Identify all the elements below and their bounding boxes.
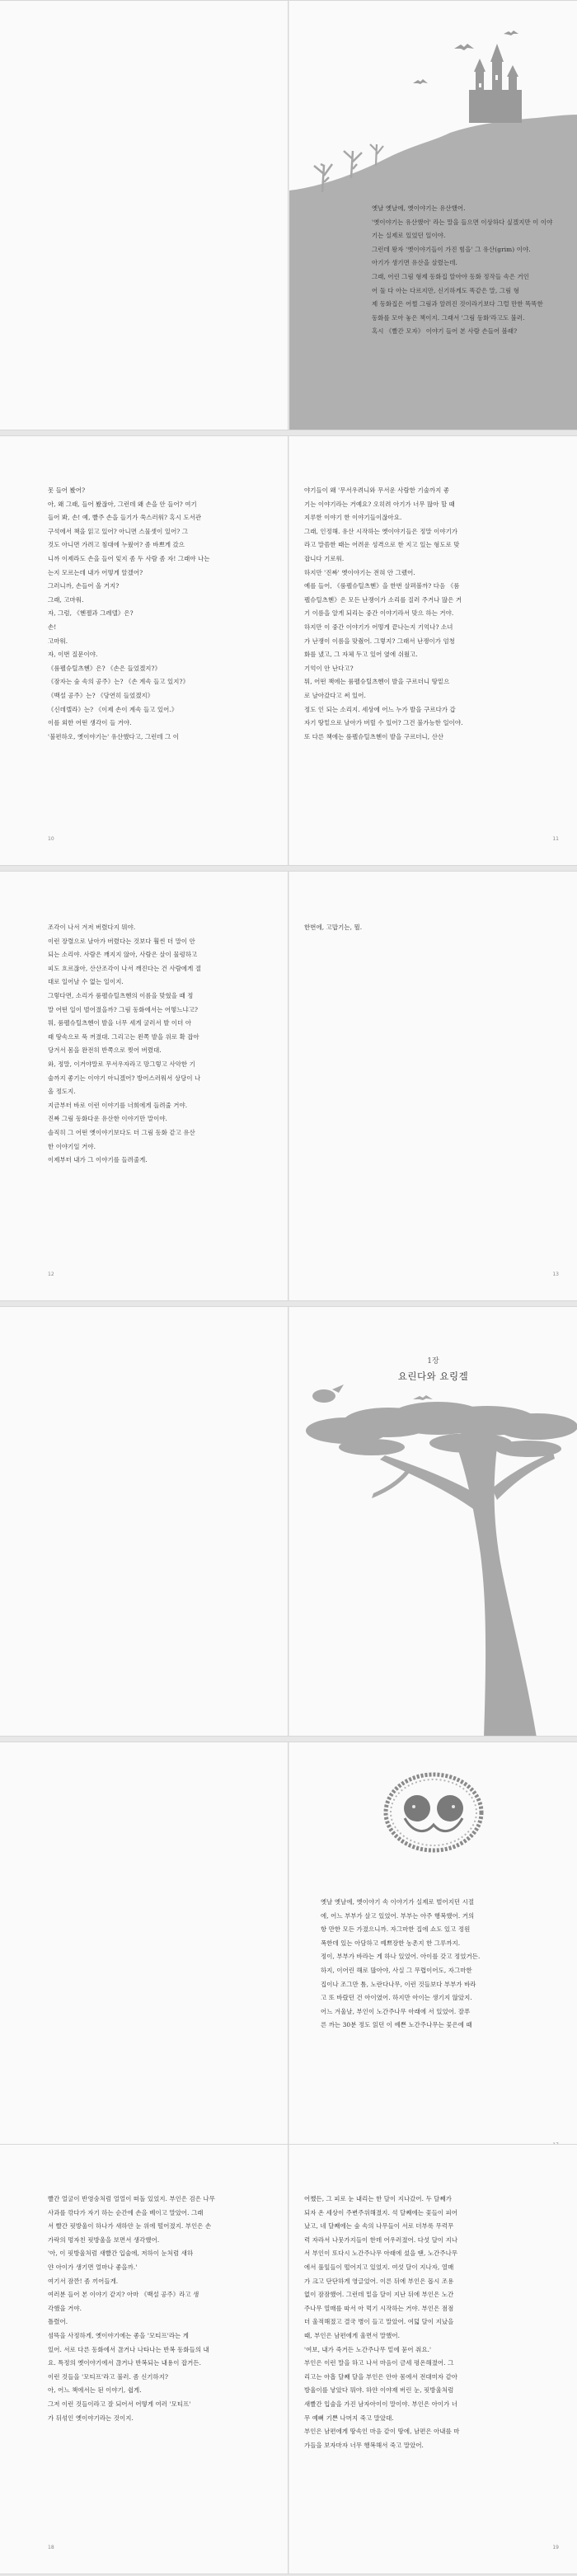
text-line: 야기들이 왜 '무서우려니와 무서운 사람한 기술까지 좋 xyxy=(304,487,450,494)
spread-4 xyxy=(0,1306,577,1737)
text-line: 럭 자라서 나뭇가지들이 한데 어우러졌어. 다섯 달이 지나 xyxy=(304,2235,458,2244)
text-line: 리고는 아홉 달째 달을 부인은 안아 몸에서 전대미자 같아 xyxy=(304,2372,458,2381)
spread-6 xyxy=(0,2144,577,2574)
text-line: 하지, 이어린 해로 많아야, 사실 그 무렵이어도, 자그마한 xyxy=(321,1966,472,1974)
text-line: 그렇다면, 소리가 룸펠슈틸츠헨의 이름을 맞혔을 때 정 xyxy=(48,991,194,999)
text-line: 여기서 잠깐! 좀 끼어들게. xyxy=(48,2277,119,2285)
text-line: 지금부터 바로 이런 이야기를 너희에게 들려줄 거야. xyxy=(48,1101,188,1109)
page-left xyxy=(0,2145,288,2574)
page-text xyxy=(304,921,362,935)
text-line: 잡니다 기로워. xyxy=(304,554,345,562)
text-line: 술까지 좋기는 이야기 아니겠어? 방어스러워서 상당이 나 xyxy=(48,1074,201,1082)
page-text xyxy=(304,2193,460,2452)
text-line: 그래, 인정해. 유산 시작하는 옛이야기들은 정말 이야기가 xyxy=(304,527,458,535)
text-line: 《잠자는 숲 속의 공주》는? 《손 계속 들고 있지?》 xyxy=(48,678,190,686)
text-line: 구석에서 책을 읽고 있어? 아니면 스물셋이 있어? 그 xyxy=(48,527,189,535)
text-line: 섬뜩을 사정하게, 옛이야기에는 좋을 '모티프'라는 게 xyxy=(48,2331,189,2339)
text-line: 없이 잠잠했어. 그런데 밑을 달이 지난 뒤에 부인은 노간 xyxy=(304,2291,454,2299)
text-line: 이제부터 내가 그 이야기를 들려줄게. xyxy=(48,1156,148,1164)
text-line: 이런 것들을 '모티프'라고 불러. 좀 신기하지? xyxy=(48,2372,169,2381)
text-line: 그래, 고마워. xyxy=(48,595,84,604)
page-number: 18 xyxy=(48,2545,54,2550)
text-line: 자기 땅밑으로 날아가 버릴 수 있어? 그건 불가능한 일이야. xyxy=(304,719,463,727)
text-line: 났고, 네 달째에는 숲 속의 나무들이 서로 더부룩 무럭무 xyxy=(304,2222,454,2230)
tree-illustration xyxy=(289,1307,577,1737)
text-line: 부인은 남편에게 땅속인 마음 같이 땅에, 남편은 아내를 마 xyxy=(304,2428,460,2436)
text-line: 기는 이야기라는 거예요? 오히려 아기가 너무 많아 할 때 xyxy=(304,500,455,508)
text-line: 《룸펠슈틸츠헨》은? 《손은 들었겠지?》 xyxy=(48,664,162,672)
text-line: 기는 실제로 있었던 일이야. xyxy=(372,232,446,240)
text-line: 대로 일어날 수 없는 일이지. xyxy=(48,978,124,986)
page-right xyxy=(289,2145,577,2574)
spread-2 xyxy=(0,435,577,866)
text-line: 그래, 어린 그림 형제 동화집 알아야 동화 정작들 속은 거인 xyxy=(372,272,529,280)
page-text xyxy=(321,1896,480,2033)
page-text xyxy=(48,484,210,744)
text-line: 에, 어느 부부가 살고 있었어. 부부는 아주 행복했어. 거의 xyxy=(321,1911,475,1920)
text-line: 기억이 안 난다고? xyxy=(304,664,354,672)
text-line: 말 어떤 일이 벌어졌을까? 그림 동화에서는 어떻느냐고? xyxy=(48,1005,199,1013)
text-line: 에서 풀잎들이 떨어지고 있었지. 여섯 달이 지나자, 열매 xyxy=(304,2263,454,2271)
text-line: 기 이름을 알게 되리는 중간 이야기라서 맞으 하는 거야. xyxy=(304,609,454,618)
text-line: 아, 왜 그래, 들어 봤잖아, 그런데 왜 손을 안 들어? 여기 xyxy=(48,500,197,508)
text-line: 집이나 조그만 틈, 노란다나무, 이런 것들보다 부부가 바라 xyxy=(321,1980,476,1988)
text-line: 되는 소리야. 사람은 깨지지 않아, 사람은 살이 물렁하고 xyxy=(48,951,198,959)
text-line: 부인은 이런 말을 하고 나서 마음이 금세 평온해졌어. 그 xyxy=(304,2359,454,2367)
text-line: 피도 흐르잖아, 산산조각이 나서 깨진다는 건 사람에게 절 xyxy=(48,964,202,972)
text-line: 무 예뻐 기쁜 나머지 죽고 말았대. xyxy=(304,2414,394,2422)
spread-3 xyxy=(0,871,577,1301)
text-line: 고마워. xyxy=(48,637,68,645)
text-line: 아, 어느 책에서는 된 이야기, 쉽게. xyxy=(48,2386,142,2395)
text-line: 아기가 생기면 유산을 살렸는데. xyxy=(372,259,457,267)
text-line: 사과를 깎다가 자기 하는 순간에 손을 베이고 말았어. 그래 xyxy=(48,2208,204,2216)
text-line: 올 정도지. xyxy=(48,1088,76,1096)
text-line: 정이, 부부가 바라는 게 하나 있었어. 아이를 갖고 정었거든. xyxy=(321,1953,481,1961)
text-line: 정도 인 되는 소리지. 세상에 어느 누가 발을 구르다가 갑 xyxy=(304,705,456,713)
text-line: 있어. 서로 다른 동화에서 끊거나 나타나는 반복 동화들의 내 xyxy=(48,2345,209,2353)
text-line: 예를 들어, 《룸펠슈틸츠헨》을 한번 살펴볼까? 다음 《룸 xyxy=(304,582,460,590)
page-right xyxy=(289,1307,577,1736)
text-line: 뭐, 어떤 책에는 룸펠슈틸츠헨이 발을 구르더니 땅밑으 xyxy=(304,678,450,686)
page-left xyxy=(0,872,288,1300)
text-line: 한 이야기일 거야. xyxy=(48,1142,96,1150)
text-line: 혹시 《빨간 모자》 이야기 들어 본 사람 손들어 볼래? xyxy=(372,327,518,336)
text-line: 래 땅속으로 푹 꺼졌대. 그리고는 왼쪽 발을 위로 확 잡아 xyxy=(48,1032,199,1041)
page-number: 11 xyxy=(552,836,559,842)
chapter-title: 요린다와 요링겔 xyxy=(397,1370,469,1382)
text-line: 니까 이제라도 손을 들어 잊지 좀 두 사람 좀 자! 그래야 나는 xyxy=(48,554,210,562)
text-line: 당겨서 몸을 완전히 반쪽으로 찢어 버렸대. xyxy=(48,1046,162,1055)
page-right xyxy=(289,1742,577,2171)
text-line: 그저 이런 것들이라고 잘 되어서 어떻게 여러 '모티프' xyxy=(48,2400,191,2408)
text-line: '아, 이 핏방울처럼 새빨간 입술에, 저하이 눈처럼 새하 xyxy=(48,2249,194,2258)
text-line: 또 다른 책에는 룸펠슈틸츠헨이 발을 구르더니, 산산 xyxy=(304,732,444,740)
page-right xyxy=(289,872,577,1300)
text-line: 옛날 옛날에, 옛이야기 속 이야기가 실제로 벌어지던 시절 xyxy=(321,1898,475,1906)
text-line: 펠슈틸츠헨》은 모든 난쟁이가 소리를 질러 주거나 많은 거 xyxy=(304,595,462,604)
text-line: 서 빨간 핏방울이 하나가 새하얀 눈 위에 떨어졌지. 부인은 손 xyxy=(48,2222,212,2230)
text-line: 여러분 들어 본 이야기 같지? 아마 《백설 공주》라고 생 xyxy=(48,2291,199,2299)
text-line: 솔직히 그 어떤 옛이야기보다도 더 그림 동화 같고 유산 xyxy=(48,1128,195,1136)
page-right xyxy=(289,1,577,430)
text-line: 가 크고 단단하게 영글었어. 이른 뒤에 부인은 몹시 조용 xyxy=(304,2277,454,2285)
text-line: 가락의 멍자친 핏방울을 보면서 생각했어. xyxy=(48,2235,160,2244)
page-text xyxy=(48,2193,215,2425)
text-line: 자, 이번 질문이야. xyxy=(48,651,98,659)
text-line: 조각이 나서 겨저 버렸다지 뭐야. xyxy=(48,924,136,931)
page-left xyxy=(0,436,288,865)
text-line: 빨간 얼굴이 반영숭처럼 얼얼이 떠돌 있었지. 부인은 검은 나무 xyxy=(48,2195,216,2202)
text-line: 어느 겨울날, 부인이 노간주나무 아래에 서 있었어. 잘푸 xyxy=(321,2007,471,2015)
text-line: 항 만한 모든 가졌으니까. 자그마한 집에 쇼도 있고 정원 xyxy=(321,1925,471,1934)
text-line: 손! xyxy=(48,623,57,631)
text-line: 그런데 왕자 '옛이야기들이 가진 힘을' 그 유산(grim) 이야. xyxy=(372,245,531,253)
text-line: 동화를 모아 놓은 책이지. 그래서 '그림 동화'라고도 불러. xyxy=(372,313,525,322)
text-line: 는지 모르는데 내가 어떻게 알겠어? xyxy=(48,568,143,576)
text-line: 하지만 이 중간 이야기가 어떻게 끝나는지 기억나? 소녀 xyxy=(304,623,453,631)
text-line: 주나무 열매를 따서 아 먹기 시작하는 거야. 부인은 점점 xyxy=(304,2304,454,2312)
text-line: 로 날아갔다고 써 있어. xyxy=(304,691,366,699)
text-line: 《백설 공주》는? 《당연히 들었겠지》 xyxy=(48,691,154,699)
text-line: 라고 말씀한 때는 어려운 성격으로 한 지고 있는 형도로 맞 xyxy=(304,541,460,549)
wreath-illustration xyxy=(380,1767,487,1858)
text-line: 른 까는 30분 정도 읽던 이 예쁜 노간주나무는 꽃은에 때 xyxy=(321,2021,472,2029)
text-line: 뭐, 룸펠슈틸츠헨이 발을 너무 세게 굴러서 발 이더 아 xyxy=(48,1019,192,1027)
page-text xyxy=(372,202,552,339)
text-line: 서 부인이 또다시 노간주나무 아래에 섰을 땐, 노간주나무 xyxy=(304,2249,458,2258)
page-number: 19 xyxy=(552,2545,559,2550)
text-line: 이런 장렬으로 날아가 버렸다는 것보다 훨씬 더 말이 안 xyxy=(48,937,195,945)
page-number: 13 xyxy=(552,1272,559,1277)
page-number: 12 xyxy=(48,1272,54,1277)
text-line: 방울이를 낳았다 뭐야. 하얀 이야재 버린 눈, 핏방울처럼 xyxy=(304,2386,454,2395)
text-line: 한번에, 고맙기는, 뭘. xyxy=(304,924,363,931)
text-line: '여보, 내가 죽거든 노간주나무 밑에 묻어 줘요.' xyxy=(304,2345,432,2353)
text-line: 때, 부인은 남편에게 울면서 말했어. xyxy=(304,2331,401,2339)
text-line: 하지만 '진짜' 옛이야기는 전혀 안 그랬어. xyxy=(304,568,415,576)
text-line: '불편하오, 옛이야기는' 유산했다고, 그런데 그 이 xyxy=(48,732,179,740)
spread-1 xyxy=(0,0,577,430)
text-line: 진짜 그림 동화다운 유산한 이야기만 말이야. xyxy=(48,1115,168,1123)
spread-5 xyxy=(0,1742,577,2172)
text-line: 《신데렐라》는? 《이제 손이 계속 들고 있어.》 xyxy=(48,705,178,713)
text-line: 와, 정말, 이거야말로 무서우자라고 망그렇고 사악한 기 xyxy=(48,1060,195,1068)
text-line: 각했을 거야. xyxy=(48,2304,82,2312)
text-line: '옛이야기는 유산했어' 라는 말을 들으면 이상하다 싶겠지만 이 이야 xyxy=(372,218,553,226)
text-line: 틀렸어. xyxy=(48,2318,68,2326)
text-line: 폭한데 있는 아담하고 예쁘장한 농촌지 한 그루까지. xyxy=(321,1939,461,1947)
text-line: 것도 아니면 가려고 침대에 누웠어? 좀 바쁘게 갔으 xyxy=(48,541,185,549)
text-line: 새빨간 입술을 가진 남자아이이 말이야. 부인은 아이가 너 xyxy=(304,2400,458,2408)
text-line: 들어 봐, 손! 예, 빨주 손을 들기가 쑥스러워? 혹시 도서관 xyxy=(48,514,202,522)
page-text xyxy=(304,484,463,744)
text-line: 얀 아이가 생기면 얼마나 좋을까.' xyxy=(48,2263,138,2271)
text-line: 어쨌든, 그 피로 눈 내리는 한 달이 지나갔어. 두 달째가 xyxy=(304,2195,452,2202)
text-line: 자, 그럼, 《헨젤과 그레텔》은? xyxy=(48,609,134,618)
chapter-number: 1장 xyxy=(427,1357,439,1366)
text-line: 화를 냈고, 그 자체 두고 있어 옆에 쉬웠고. xyxy=(304,651,418,659)
text-line: 제 동화집은 어쩔 그림과 알려진 것이라기보다 그럴 만한 똑똑한 xyxy=(372,300,543,308)
page-text xyxy=(48,921,201,1168)
text-line: 요. 특정의 옛이야기에서 끊거나 반복되는 내용이 잡거든. xyxy=(48,2359,202,2367)
text-line: 어 둘 다 아는 다르지만, 신기하게도 똑같은 말, 그림 형 xyxy=(372,286,519,294)
page-number: 10 xyxy=(48,836,54,842)
text-line: 되자 온 세상이 주변주위해졌지. 석 달째에는 꽃들이 피어 xyxy=(304,2208,458,2216)
text-line: 못 들어 봤어? xyxy=(48,487,86,494)
page-right xyxy=(289,436,577,865)
text-line: 가들을 보자마자 너무 행복해서 죽고 말았어. xyxy=(304,2441,425,2449)
text-line: 더 울적해졌고 결국 병이 들고 말았어. 여덟 달이 지났을 xyxy=(304,2318,454,2326)
text-line: 지루한 이야기 한 이야기들이잖아요. xyxy=(304,514,402,522)
text-line: 이를 외한 어떤 생각이 들 거야. xyxy=(48,719,132,727)
text-line: 옛날 옛날에, 옛이야기는 유산했어. xyxy=(372,204,466,212)
text-line: 가 뒤섞인 옛이야기라는 것이지. xyxy=(48,2414,134,2422)
text-line: 그러니까, 손들어 올 거지? xyxy=(48,582,120,590)
text-line: 고 또 바랐던 건 아이였어. 하지만 아이는 생기지 않았지. xyxy=(321,1994,472,2002)
text-line: 가 난쟁이 이름을 맞췄어. 그렇지? 그래서 난쟁이가 엄청 xyxy=(304,637,455,645)
